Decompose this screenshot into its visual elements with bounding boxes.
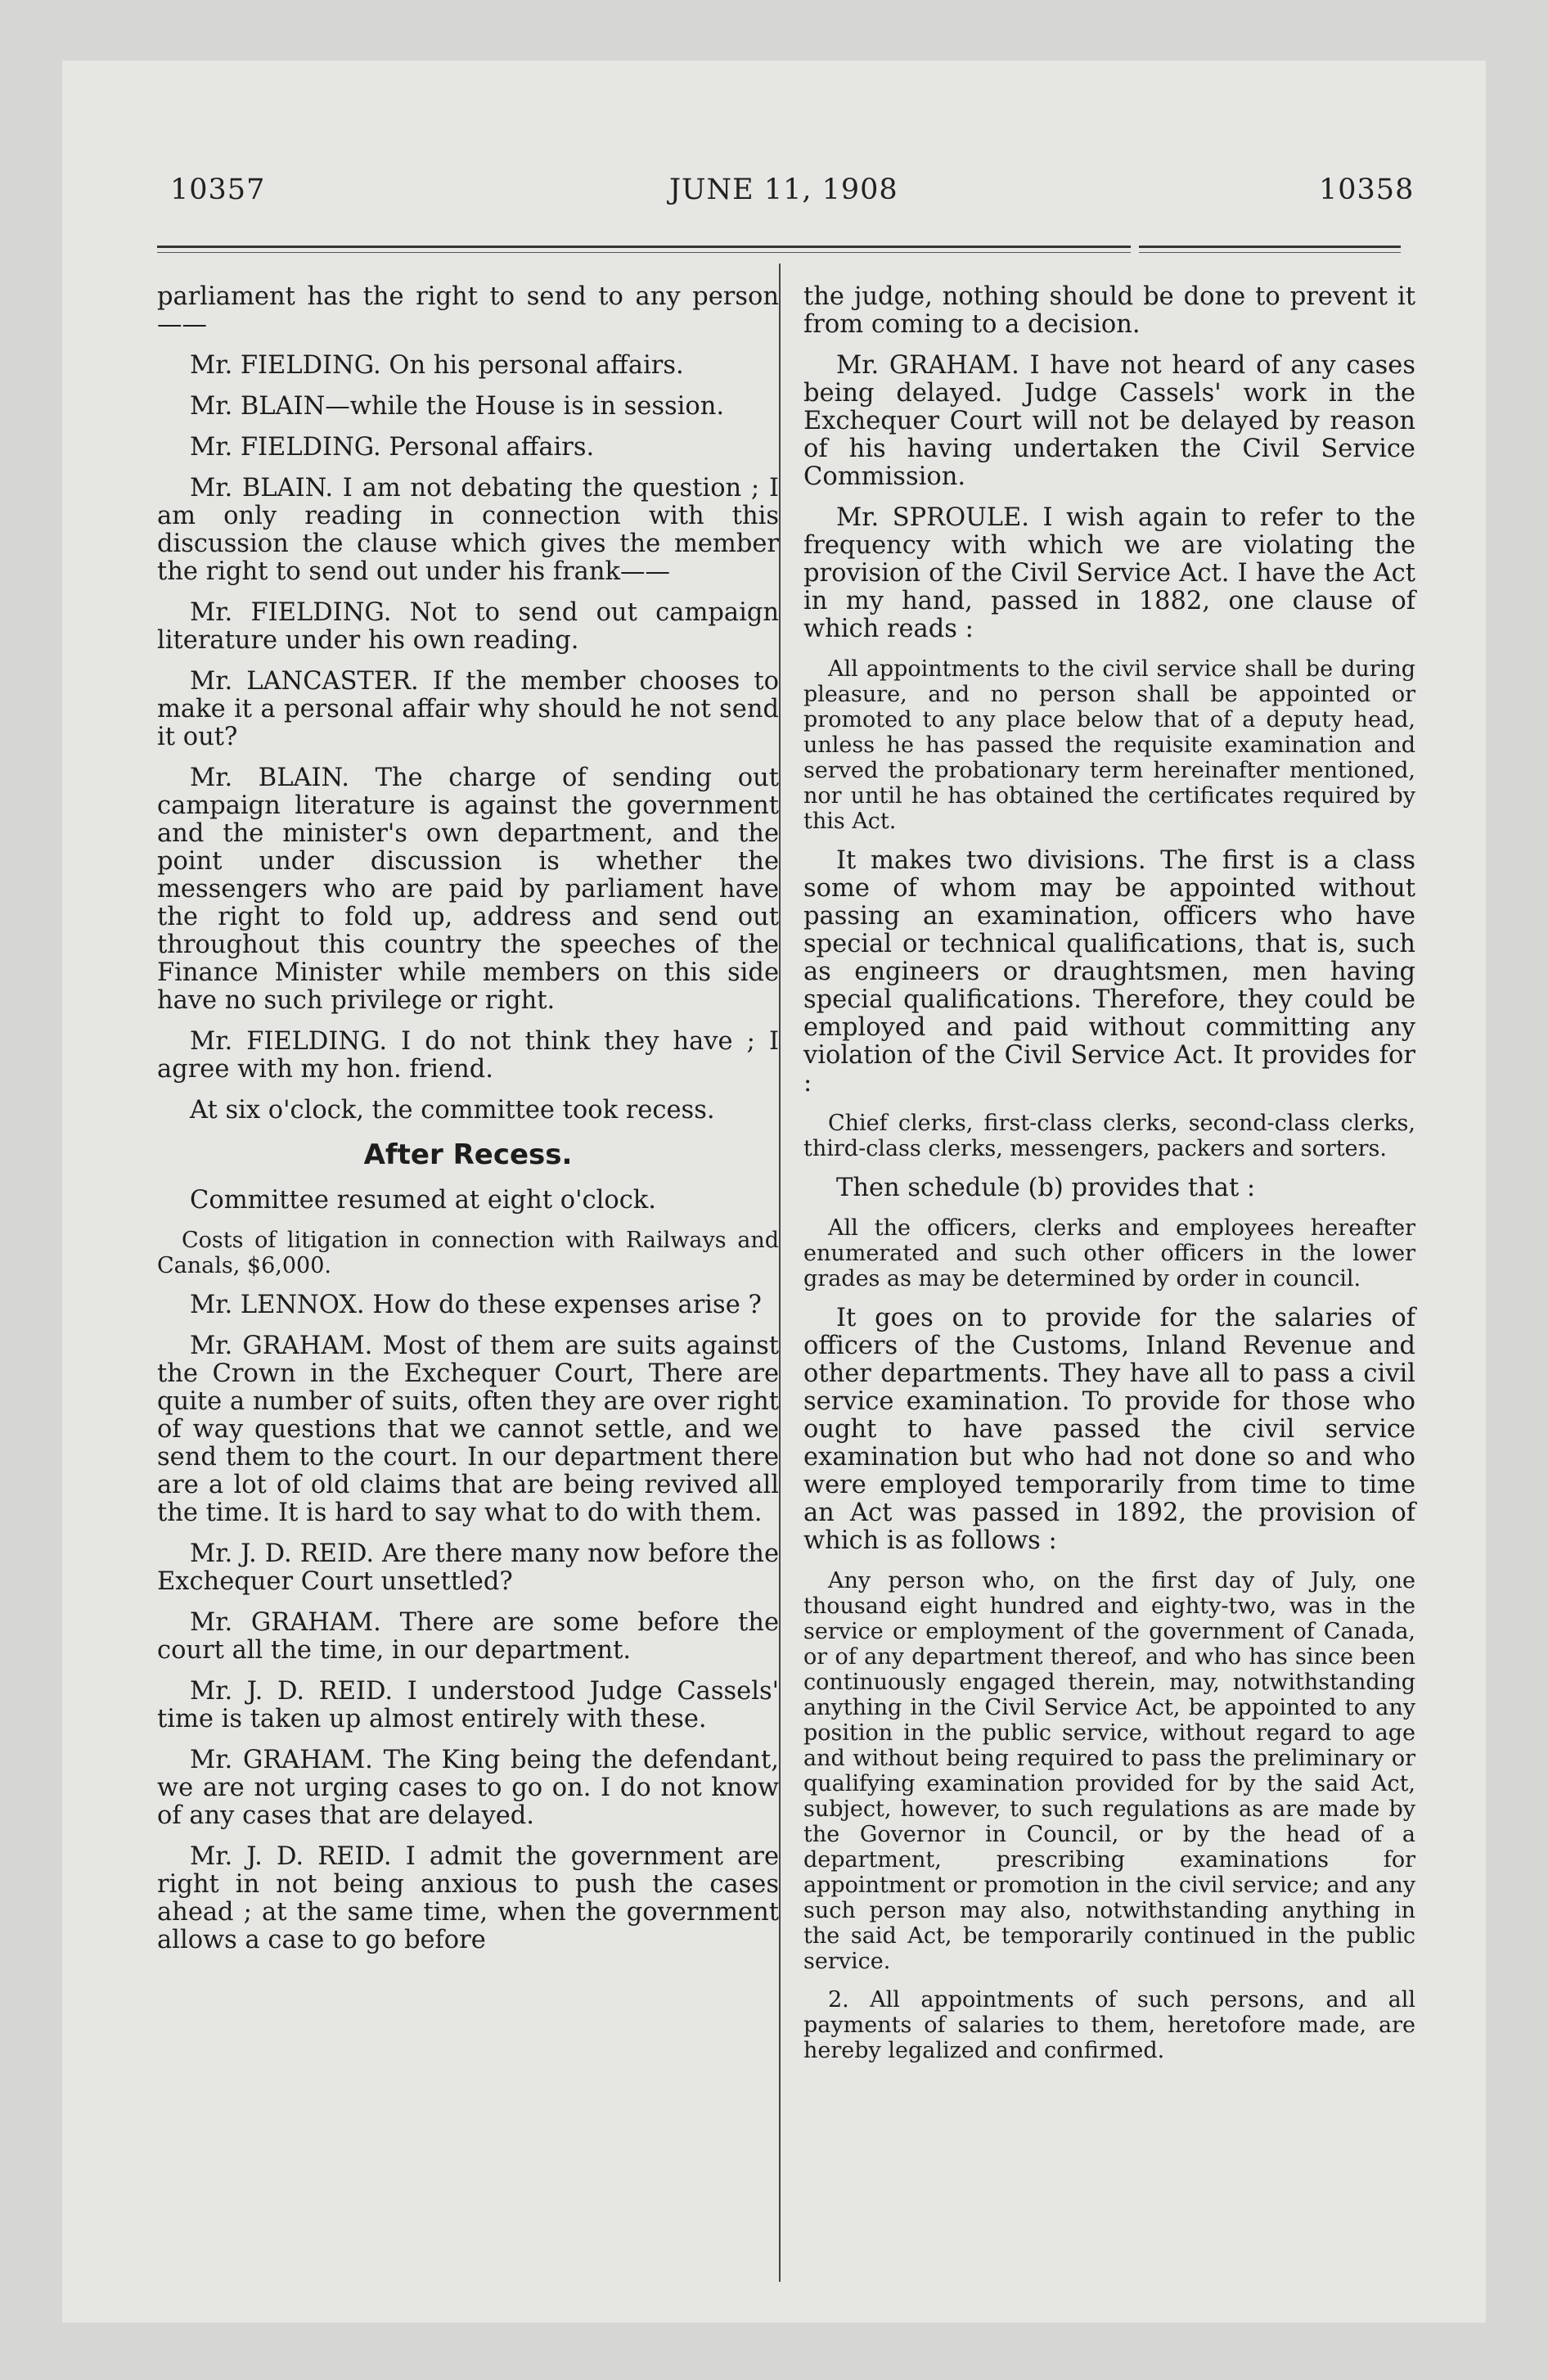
paragraph: Mr. J. D. REID. Are there many now before the Exchequer Court unsettled? bbox=[157, 1539, 779, 1596]
quoted-paragraph: 2. All appointments of such persons, and all payments of salaries to them, heretofore made, are hereby legalized and confirmed. bbox=[803, 1987, 1415, 2063]
paragraph: Mr. LENNOX. How do these expenses arise ? bbox=[190, 1291, 762, 1319]
page-date: JUNE 11, 1908 bbox=[669, 174, 898, 206]
paragraph: Mr. BLAIN—while the House is in session. bbox=[190, 392, 725, 421]
quoted-paragraph: Chief clerks, first-class clerks, second-class clerks, third-class clerks, messengers, packers and sorters. bbox=[803, 1111, 1415, 1161]
paragraph: Mr. BLAIN. The charge of sending out campaign literature is against the government and the minister's own department, and the point under discussion is whether the messengers who are paid by parliament have the right to fold up, address and send out throughout this country the speeches of the Finance Minister while members on this side have no such privilege or right. bbox=[157, 764, 779, 1015]
paragraph: Mr. GRAHAM. I have not heard of any cases being delayed. Judge Cassels' work in the Exchequer Court will not be delayed by reason of his having undertaken the Civil Service Commission. bbox=[803, 351, 1415, 491]
paragraph: It makes two divisions. The first is a class some of whom may be appointed without passing an examination, officers who have special or technical qualifications, that is, such as engineers or draughtsmen, men having special qualifications. Therefore, they could be employed and paid without committing any violation of the Civil Service Act. It provides for : bbox=[803, 846, 1415, 1098]
paragraph: Mr. J. D. REID. I admit the government are right in not being anxious to push the cases ahead ; at the same time, when the government allows a case to go before bbox=[157, 1842, 779, 1954]
section-heading: After Recess. bbox=[363, 1138, 573, 1171]
paragraph: parliament has the right to send to any person—— bbox=[157, 282, 779, 339]
paragraph: It goes on to provide for the salaries of officers of the Customs, Inland Revenue and other departments. They have all to pass a civil service examination. To provide for those who ought to have passed the civil service examination but who had not done so and who were employed temporarily from time to time an Act was passed in 1892, the provision of which is as follows : bbox=[803, 1304, 1415, 1555]
right-column bbox=[803, 283, 1415, 2076]
paragraph: Then schedule (b) provides that : bbox=[836, 1174, 1256, 1202]
header-rule-left-thin bbox=[157, 252, 1131, 253]
paragraph: Mr. GRAHAM. There are some before the court all the time, in our department. bbox=[157, 1608, 779, 1665]
paragraph: At six o'clock, the committee took recess. bbox=[190, 1096, 715, 1125]
header-rule-right bbox=[1139, 246, 1401, 248]
column-divider bbox=[779, 264, 781, 2282]
quoted-paragraph: Any person who, on the first day of July, one thousand eight hundred and eighty-two, was in the service or employment of the government of Canada, or of any department thereof, and who has since been continuously engaged therein, may, notwithstanding anything in the Civil Service Act, be appointed to any position in the public service, without regard to age and without being required to pass the preliminary or qualifying examination provided for by the said Act, subject, however, to such regulations as are made by the Governor in Council, or by the head of a department, prescribing examinations for appointment or promotion in the civil service; and any such person may also, notwithstanding anything in the said Act, be temporarily continued in the public service. bbox=[803, 1568, 1415, 1974]
paragraph: Mr. FIELDING. On his personal affairs. bbox=[190, 351, 684, 380]
left-page-number: 10357 bbox=[170, 174, 266, 206]
paragraph: Mr. SPROULE. I wish again to refer to the frequency with which we are violating the provision of the Civil Service Act. I have the Act in my hand, passed in 1882, one clause of which reads : bbox=[803, 503, 1415, 643]
quoted-paragraph: All appointments to the civil service shall be during pleasure, and no person shall be appointed or promoted to any place below that of a deputy head, unless he has passed the requisite examination and served the probationary term hereinafter mentioned, nor until he has obtained the certificates required by this Act. bbox=[803, 656, 1415, 834]
paragraph: Mr. BLAIN. I am not debating the question ; I am only reading in connection with this discussion the clause which gives the member the right to send out under his frank—— bbox=[157, 474, 779, 586]
paragraph: Mr. FIELDING. Personal affairs. bbox=[190, 433, 595, 462]
paragraph: Mr. J. D. REID. I understood Judge Cassels' time is taken up almost entirely with these. bbox=[157, 1677, 779, 1733]
paragraph: Mr. GRAHAM. Most of them are suits against the Crown in the Exchequer Court, There are quite a number of suits, often they are over right of way questions that we cannot settle, and we send them to the court. In our department there are a lot of old claims that are being revived all the time. It is hard to say what to do with them. bbox=[157, 1332, 779, 1527]
paragraph: the judge, nothing should be done to prevent it from coming to a decision. bbox=[803, 282, 1415, 339]
paragraph: Committee resumed at eight o'clock. bbox=[190, 1186, 656, 1215]
paragraph: Mr. FIELDING. Not to send out campaign literature under his own reading. bbox=[157, 598, 779, 655]
left-column bbox=[157, 283, 779, 1968]
header-rule-right-thin bbox=[1139, 252, 1401, 253]
quoted-paragraph: Costs of litigation in connection with Railways and Canals, $6,000. bbox=[157, 1228, 779, 1278]
paragraph: Mr. LANCASTER. If the member chooses to make it a personal affair why should he not send it out? bbox=[157, 667, 779, 751]
quoted-paragraph: All the officers, clerks and employees hereafter enumerated and such other officers in the lower grades as may be determined by order in council. bbox=[803, 1215, 1415, 1291]
right-page-number: 10358 bbox=[1319, 174, 1415, 206]
paragraph: Mr. GRAHAM. The King being the defendant, we are not urging cases to go on. I do not know of any cases that are delayed. bbox=[157, 1746, 779, 1830]
header-rule-left bbox=[157, 246, 1131, 248]
paragraph: Mr. FIELDING. I do not think they have ; I agree with my hon. friend. bbox=[157, 1027, 779, 1084]
